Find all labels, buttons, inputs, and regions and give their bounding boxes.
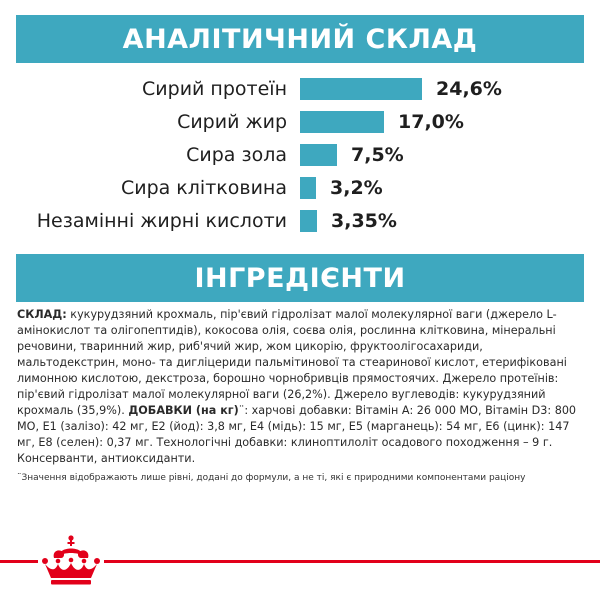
analytic-row-label: Незамінні жирні кислоти	[36, 210, 287, 232]
additives-label: ДОБАВКИ (на кг)	[128, 404, 239, 417]
composition-label: СКЛАД:	[17, 308, 67, 321]
analytic-row-protein	[0, 72, 600, 106]
analytic-row-value: 7,5%	[351, 144, 404, 166]
analytic-row-bar	[300, 78, 422, 100]
analytic-row-label: Сирий протеїн	[142, 78, 287, 100]
analytic-row-label: Сирий жир	[177, 111, 287, 133]
analytic-row-value: 24,6%	[436, 78, 502, 100]
analytic-row-value: 3,35%	[331, 210, 397, 232]
crown-logo-icon	[38, 534, 104, 586]
analytic-row-fibre	[0, 171, 600, 205]
analytic-row-bar	[300, 177, 316, 199]
analytic-row-value: 17,0%	[398, 111, 464, 133]
brand-stripe-left	[0, 560, 38, 563]
analytic-row-ash	[0, 138, 600, 172]
analytic-row-bar	[300, 144, 337, 166]
footnote: ¨Значення відображають лише рівні, додані до формули, а не ті, які є природними компонентами раціону	[17, 473, 526, 483]
analytic-composition-title: АНАЛІТИЧНИЙ СКЛАД	[122, 23, 478, 55]
ingredients-banner	[16, 254, 584, 302]
ingredients-block	[17, 307, 583, 484]
brand-stripe-right	[104, 560, 600, 563]
analytic-row-bar	[300, 210, 317, 232]
analytic-row-label: Сира зола	[186, 144, 287, 166]
ingredients-title: ІНГРЕДІЄНТИ	[194, 262, 406, 294]
analytic-row-bar	[300, 111, 384, 133]
analytic-row-label: Сира клітковина	[120, 177, 287, 199]
analytic-row-value: 3,2%	[330, 177, 383, 199]
additives-text: ¨: харчові добавки: Вітамін А: 26 000 МО, Вітамін D3: 800 МО, Е1 (залізо): 42 мг, Е2 (йод): 3,8 мг, Е4 (мідь): 15 мг, Е5 (марганець): 54 мг, Е6 (цинк): 147 мг, Е8 (селен): 0,37 мг. Технологічні добавки: клиноптилоліт осадового походження – 9 г. Консерванти, антиоксиданти.	[17, 404, 577, 465]
ingredients-paragraph	[17, 307, 583, 467]
analytic-row-fat	[0, 105, 600, 139]
composition-text: кукурудзяний крохмаль, пір'євий гідролізат малої молекулярної ваги (джерело L-амінокислот та олігопептидів), кокосова олія, соєва олія, рослинна клітковина, мінеральні речовини, тваринний жир, риб'ячий жир, жом цикорію, фруктоолігосахариди, мальтодекстрин, моно- та дигліцериди пальмітинової та стеаринової кислот, етерифіковані лимонною кислотою, декстроза, борошно чорнобривців прямостоячих. Джерело протеїнів: пір'євий гідролізат малої молекулярної ваги (26,2%). Джерело вуглеводів: кукурудзяний крохмаль (35,9%).	[17, 308, 567, 417]
analytic-composition-banner	[16, 15, 584, 63]
analytic-row-fatty-acids	[0, 204, 600, 238]
